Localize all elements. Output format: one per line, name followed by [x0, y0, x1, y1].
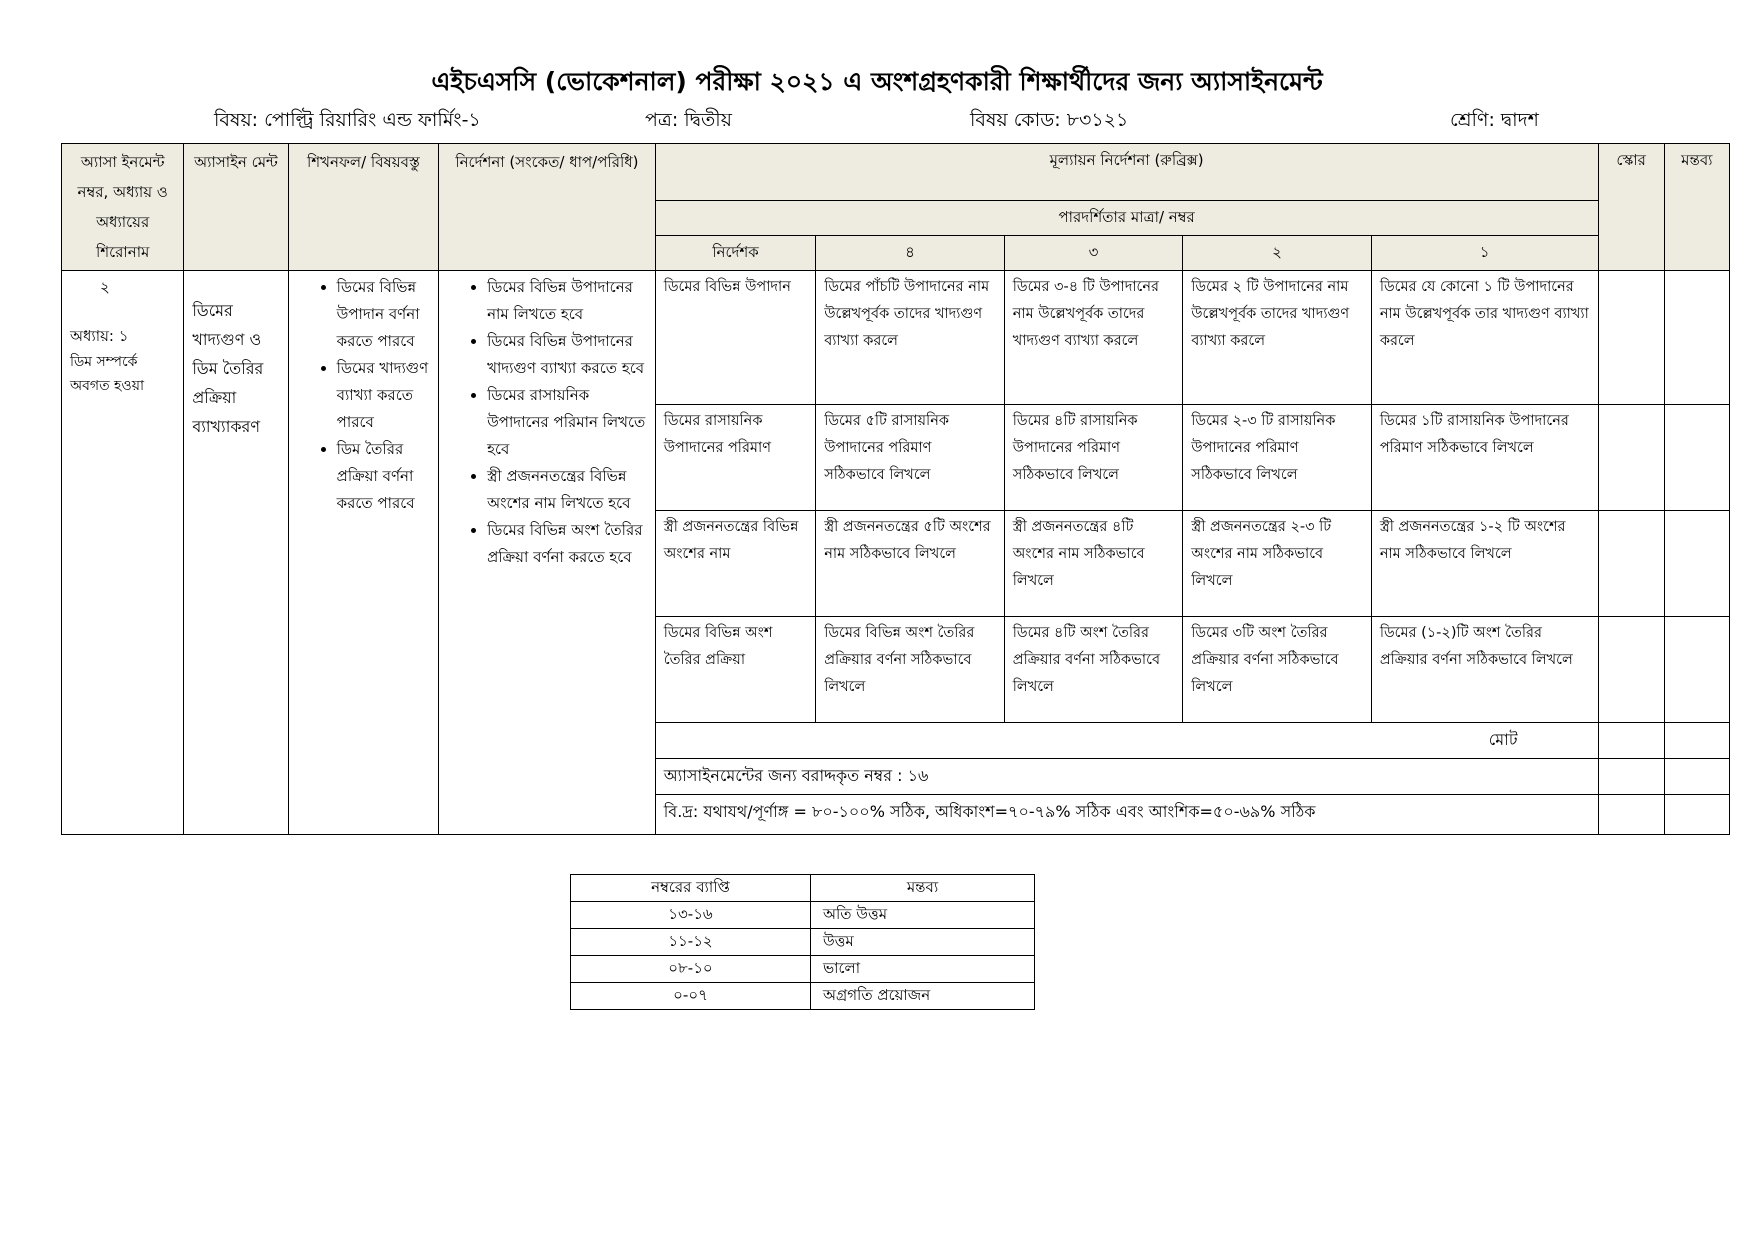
header-level-4: ৪ [816, 236, 1005, 271]
outcome-item: • ডিমের খাদ্যগুণ ব্যাখ্যা করতে পারবে [337, 355, 430, 436]
legend-header-range: নম্বরের ব্যাপ্তি [571, 875, 811, 902]
header-level-1: ১ [1371, 236, 1598, 271]
rubric-level-4: ডিমের বিভিন্ন অংশ তৈরির প্রক্রিয়ার বর্ণনা সঠিকভাবে লিখলে [816, 617, 1005, 723]
assignment-number-cell [62, 271, 184, 835]
allocated-score-cell [1598, 759, 1664, 795]
legend-remark: উত্তম [811, 929, 1035, 956]
legend-range: ০-০৭ [571, 983, 811, 1010]
remarks-cell [1664, 405, 1729, 511]
header-rubric: মূল্যায়ন নির্দেশনা (রুব্রিক্স) [655, 144, 1598, 201]
rubric-level-1: স্ত্রী প্রজননতন্ত্রের ১-২ টি অংশের নাম সঠিকভাবে লিখলে [1371, 511, 1598, 617]
rubric-level-1: ডিমের যে কোনো ১ টি উপাদানের নাম উল্লেখপূর্বক তার খাদ্যগুণ ব্যাখ্যা করলে [1371, 271, 1598, 405]
header-instructions: নির্দেশনা (সংকেত/ ধাপ/পরিধি) [439, 144, 656, 271]
instruction-item: • ডিমের বিভিন্ন উপাদানের খাদ্যগুণ ব্যাখ্যা করতে হবে [487, 328, 647, 382]
legend-remark: ভালো [811, 956, 1035, 983]
header-remarks: মন্তব্য [1664, 144, 1729, 271]
remarks-cell [1664, 271, 1729, 405]
score-cell [1598, 271, 1664, 405]
learning-outcomes-list [297, 274, 430, 517]
header-level-3: ৩ [1004, 236, 1183, 271]
allocated-marks: অ্যাসাইনমেন্টের জন্য বরাদ্দকৃত নম্বর : ১৬ [655, 759, 1598, 795]
rubric-level-3: ডিমের ৪টি অংশ তৈরির প্রক্রিয়ার বর্ণনা সঠিকভাবে লিখলে [1004, 617, 1183, 723]
score-range-table [570, 874, 1035, 1010]
legend-range: ০৮-১০ [571, 956, 811, 983]
score-cell [1598, 405, 1664, 511]
instructions-cell [439, 271, 656, 835]
rubric-level-2: স্ত্রী প্রজননতন্ত্রের ২-৩ টি অংশের নাম সঠিকভাবে লিখলে [1183, 511, 1372, 617]
assignment-table [61, 143, 1730, 835]
instruction-item: • স্ত্রী প্রজননতন্ত্রের বিভিন্ন অংশের নাম লিখতে হবে [487, 463, 647, 517]
instruction-item: • ডিমের রাসায়নিক উপাদানের পরিমান লিখতে হবে [487, 382, 647, 463]
legend-range: ১৩-১৬ [571, 902, 811, 929]
legend-remark: অতি উত্তম [811, 902, 1035, 929]
total-remarks-cell [1664, 723, 1729, 759]
rubric-level-2: ডিমের ২-৩ টি রাসায়নিক উপাদানের পরিমাণ সঠিকভাবে লিখলে [1183, 405, 1372, 511]
rubric-indicator: স্ত্রী প্রজননতন্ত্রের বিভিন্ন অংশের নাম [655, 511, 815, 617]
score-cell [1598, 511, 1664, 617]
header-score: স্কোর [1598, 144, 1664, 271]
header-learning-outcome: শিখনফল/ বিষয়বস্তু [288, 144, 438, 271]
instruction-item: • ডিমের বিভিন্ন উপাদানের নাম লিখতে হবে [487, 274, 647, 328]
rubric-level-3: ডিমের ৪টি রাসায়নিক উপাদানের পরিমাণ সঠিকভাবে লিখলে [1004, 405, 1183, 511]
instructions-list [447, 274, 647, 571]
assignment-number: ২ [100, 278, 110, 296]
rubric-level-2: ডিমের ৩টি অংশ তৈরির প্রক্রিয়ার বর্ণনা সঠিকভাবে লিখলে [1183, 617, 1372, 723]
rubric-level-1: ডিমের (১-২)টি অংশ তৈরির প্রক্রিয়ার বর্ণনা সঠিকভাবে লিখলে [1371, 617, 1598, 723]
legend-remark: অগ্রগতি প্রয়োজন [811, 983, 1035, 1010]
header-proficiency: পারদর্শিতার মাত্রা/ নম্বর [655, 201, 1598, 236]
remarks-cell [1664, 617, 1729, 723]
page-title: এইচএসসি (ভোকেশনাল) পরীক্ষা ২০২১ এ অংশগ্রহণকারী শিক্ষার্থীদের জন্য অ্যাসাইনমেন্ট [431, 67, 1323, 96]
chapter-title: ডিম সম্পর্কে অবগত হওয়া [70, 354, 145, 394]
rubric-indicator: ডিমের বিভিন্ন উপাদান [655, 271, 815, 405]
total-score-cell [1598, 723, 1664, 759]
note-score-cell [1598, 795, 1664, 835]
rubric-level-1: ডিমের ১টি রাসায়নিক উপাদানের পরিমাণ সঠিকভাবে লিখলে [1371, 405, 1598, 511]
assignment-text: ডিমের খাদ্যগুণ ও ডিম তৈরির প্রক্রিয়া ব্যাখ্যাকরণ [192, 301, 264, 436]
header-assignment: অ্যাসাইন মেন্ট [184, 144, 288, 271]
remarks-cell [1664, 511, 1729, 617]
chapter-label: অধ্যায়: ১ [70, 327, 129, 345]
header-assignment-number: অ্যাসা ইনমেন্ট নম্বর, অধ্যায় ও অধ্যায়ের শিরোনাম [62, 144, 184, 271]
outcome-item: • ডিম তৈরির প্রক্রিয়া বর্ণনা করতে পারবে [337, 436, 430, 517]
instruction-item: • ডিমের বিভিন্ন অংশ তৈরির প্রক্রিয়া বর্ণনা করতে হবে [487, 517, 647, 571]
note: বি.দ্র: যথাযথ/পূর্ণাঙ্গ = ৮০-১০০% সঠিক, অধিকাংশ=৭০-৭৯% সঠিক এবং আংশিক=৫০-৬৯% সঠিক [655, 795, 1598, 835]
rubric-level-3: স্ত্রী প্রজননতন্ত্রের ৪টি অংশের নাম সঠিকভাবে লিখলে [1004, 511, 1183, 617]
allocated-remarks-cell [1664, 759, 1729, 795]
rubric-indicator: ডিমের রাসায়নিক উপাদানের পরিমাণ [655, 405, 815, 511]
class-label: শ্রেণি: দ্বাদশ [1450, 109, 1539, 131]
score-cell [1598, 617, 1664, 723]
subject-label: বিষয়: পোল্ট্রি রিয়ারিং এন্ড ফার্মিং-১ [214, 109, 481, 131]
header-level-2: ২ [1183, 236, 1372, 271]
note-remarks-cell [1664, 795, 1729, 835]
legend-header-remark: মন্তব্য [811, 875, 1035, 902]
rubric-indicator: ডিমের বিভিন্ন অংশ তৈরির প্রক্রিয়া [655, 617, 815, 723]
rubric-level-4: স্ত্রী প্রজননতন্ত্রের ৫টি অংশের নাম সঠিকভাবে লিখলে [816, 511, 1005, 617]
subject-code-label: বিষয় কোড: ৮৩১২১ [970, 109, 1129, 131]
paper-label: পত্র: দ্বিতীয় [645, 109, 732, 131]
rubric-level-4: ডিমের পাঁচটি উপাদানের নাম উল্লেখপূর্বক তাদের খাদ্যগুণ ব্যাখ্যা করলে [816, 271, 1005, 405]
rubric-level-3: ডিমের ৩-৪ টি উপাদানের নাম উল্লেখপূর্বক তাদের খাদ্যগুণ ব্যাখ্যা করলে [1004, 271, 1183, 405]
legend-range: ১১-১২ [571, 929, 811, 956]
rubric-level-4: ডিমের ৫টি রাসায়নিক উপাদানের পরিমাণ সঠিকভাবে লিখলে [816, 405, 1005, 511]
learning-outcomes-cell [288, 271, 438, 835]
header-indicator: নির্দেশক [655, 236, 815, 271]
assignment-cell [184, 271, 288, 835]
outcome-item: • ডিমের বিভিন্ন উপাদান বর্ণনা করতে পারবে [337, 274, 430, 355]
rubric-level-2: ডিমের ২ টি উপাদানের নাম উল্লেখপূর্বক তাদের খাদ্যগুণ ব্যাখ্যা করলে [1183, 271, 1372, 405]
total-label: মোট [655, 723, 1598, 759]
